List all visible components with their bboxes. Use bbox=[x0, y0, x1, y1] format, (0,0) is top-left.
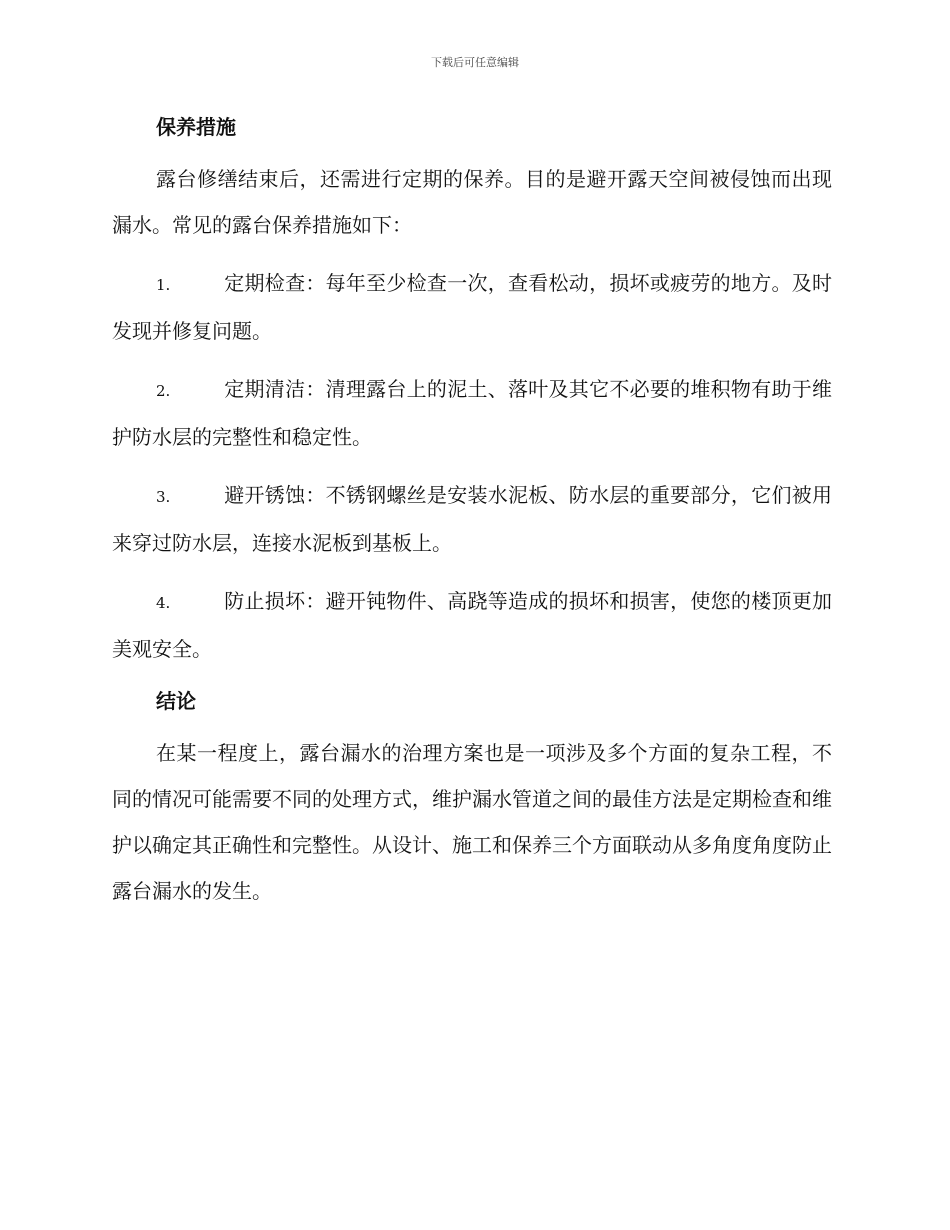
maintenance-intro-paragraph: 露台修缮结束后，还需进行定期的保养。目的是避开露天空间被侵蚀而出现漏水。常见的露台保养措施如下： bbox=[112, 167, 832, 237]
list-item-number: 1. bbox=[156, 276, 171, 294]
section-heading-conclusion: 结论 bbox=[156, 689, 196, 713]
list-item-number: 4. bbox=[156, 594, 171, 612]
list-item-text: 防止损坏：避开钝物件、高跷等造成的损坏和损害，使您的楼顶更加美观安全。 bbox=[112, 589, 832, 661]
list-item-number: 3. bbox=[156, 488, 171, 506]
header-note: 下载后可任意编辑 bbox=[431, 56, 519, 69]
list-item-text: 定期检查：每年至少检查一次，查看松动，损坏或疲劳的地方。及时发现并修复问题。 bbox=[112, 271, 832, 343]
list-item bbox=[112, 260, 832, 354]
document-body bbox=[112, 110, 832, 914]
list-item-text: 避开锈蚀：不锈钢螺丝是安装水泥板、防水层的重要部分，它们被用来穿过防水层，连接水泥板到基板上。 bbox=[112, 483, 832, 555]
list-item bbox=[112, 578, 832, 672]
section-heading-maintenance: 保养措施 bbox=[156, 115, 236, 139]
list-item bbox=[112, 366, 832, 460]
conclusion-paragraph: 在某一程度上，露台漏水的治理方案也是一项涉及多个方面的复杂工程，不同的情况可能需要不同的处理方式，维护漏水管道之间的最佳方法是定期检查和维护以确定其正确性和完整性。从设计、施工和保养三个方面联动从多角度角度防止露台漏水的发生。 bbox=[112, 741, 832, 903]
list-item-text: 定期清洁：清理露台上的泥土、落叶及其它不必要的堆积物有助于维护防水层的完整性和稳定性。 bbox=[112, 377, 832, 449]
list-item-number: 2. bbox=[156, 382, 171, 400]
list-item bbox=[112, 472, 832, 566]
